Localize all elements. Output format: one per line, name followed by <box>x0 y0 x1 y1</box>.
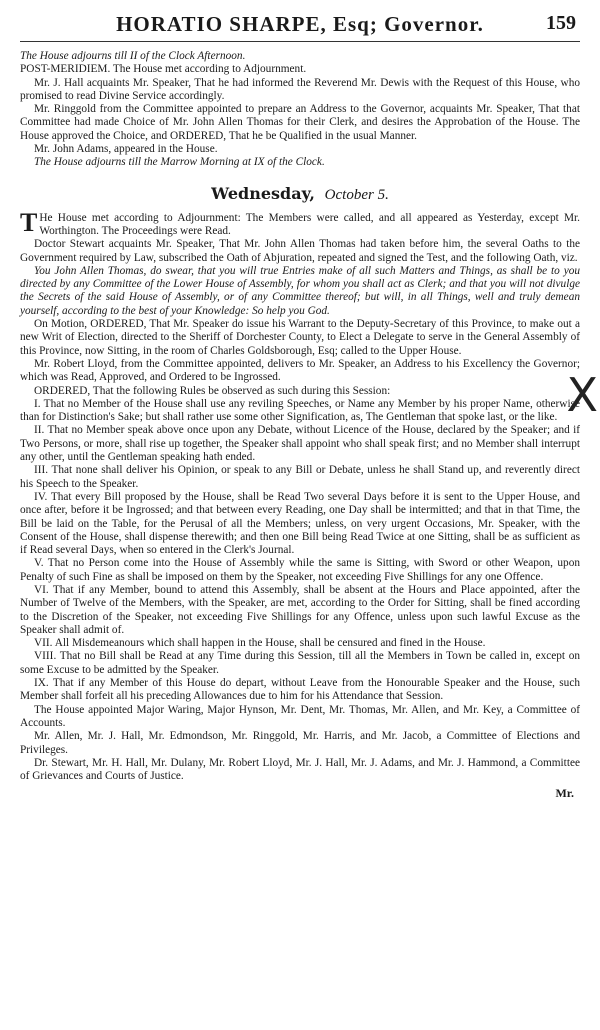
day-date: October 5. <box>324 186 389 203</box>
post-meridiem-line: POST-MERIDIEM. The House met according to Adjournment. <box>20 63 307 76</box>
day-heading <box>20 184 580 204</box>
running-head: HORATIO SHARPE, Esq; Governor. <box>116 12 484 36</box>
rule-item: IX. That if any Member of this House do depart, without Leave from the Honourable Speaker and the House, such Member shall forfeit all his preceding Allowances due to him for his Attendance that Session. <box>20 677 580 703</box>
committee-paragraph: Mr. Allen, Mr. J. Hall, Mr. Edmondson, Mr. Ringgold, Mr. Harris, and Mr. Jacob, a Committee of Elections and Privileges. <box>20 730 580 756</box>
opening-paragraph: THe House met according to Adjournment: The Members were called, and all appeared as Yesterday, except Mr. Worthington. The Proceedings were Read. <box>20 207 580 237</box>
paragraph: Mr. Robert Lloyd, from the Committee appointed, delivers to Mr. Speaker, an Address to his Excellency the Governor; which was Read, Approved, and Ordered to be Ingrossed. <box>20 357 580 384</box>
adjournment-note: The House adjourns till the Marrow Morning at IX of the Clock. <box>34 156 325 169</box>
page-number: 159 <box>546 12 576 34</box>
rule-item: IV. That every Bill proposed by the House, shall be Read Two several Days before it is sent to the Upper House, and once after, before it be Ingrossed; and that between every Reading, one Day shall be intermitted; and that in that Time, the Bill be laid on the Table, for the Perusal of all the Members; unless, on very urgent Occasions, Mr. Speaker, with the Consent of the House, shall dispense therewith; and then one Bill being Read Twice at one Sitting, shall be as sufficient as if Read several Days, when so entered in the Clerk's Journal. <box>20 490 580 557</box>
committee-paragraph: Dr. Stewart, Mr. H. Hall, Mr. Dulany, Mr. Robert Lloyd, Mr. J. Hall, Mr. J. Adams, and Mr. J. Hammond, a Committee of Grievances and Courts of Justice. <box>20 756 580 783</box>
paragraph: ORDERED, That the following Rules be observed as such during this Session: <box>34 384 391 397</box>
day-name: Wednesday, <box>211 183 315 203</box>
rule-item: I. That no Member of the House shall use any reviling Speeches, or Name any Member by his proper Name, otherwise than for Distinction's Sake; but shall rather use some other Signification, as, The Gentleman that spoke last, or the like. <box>20 397 580 424</box>
rule-item: VII. All Misdemeanours which shall happen in the House, shall be censured and fined in the House. <box>34 637 486 650</box>
rule-item: III. That none shall deliver his Opinion, or speak to any Bill or Debate, unless he shall Stand up, and reverently direct his Speech to the Speaker. <box>20 464 580 490</box>
paragraph: Mr. Ringgold from the Committee appointed to prepare an Address to the Governor, acquaints Mr. Speaker, That that Committee had made Choice of Mr. John Allen Thomas for their Clerk, and desires the Approbation of the House. The House approved the Choice, and ORDERED, That he be Qualified in the usual Manner. <box>20 103 580 142</box>
wednesday-proceedings <box>20 207 580 784</box>
paragraph: Mr. John Adams, appeared in the House. <box>34 143 218 156</box>
paragraph: Mr. J. Hall acquaints Mr. Speaker, That he had informed the Reverend Mr. Dewis with the Request of this House, who promised to read Divine Service accordingly. <box>20 76 580 102</box>
margin-mark: X <box>566 368 598 422</box>
paragraph: Doctor Stewart acquaints Mr. Speaker, That Mr. John Allen Thomas had taken before him, the several Oaths to the Government required by Law, subscribed the Oath of Abjuration, repeated and signed the Test, and the following Oath, viz. <box>20 238 580 264</box>
page-header <box>20 10 580 40</box>
oath-text: You John Allen Thomas, do swear, that you will true Entries make of all such Matters and Things, as shall be to you directed by any Committee of the Lower House of Assembly, for whom you shall act as Clerk; and that you will not divulge the Secrets of the said House of Assembly, or of any Committee thereof; but will, in all Things, well and truly demean yourself, according to the best of your Knowledge: So help you God. <box>20 264 580 317</box>
rule-item: VI. That if any Member, bound to attend this Assembly, shall be absent at the Hours and Place appointed, after the Number of Twelve of the Members, with the Speaker, are met, according to the Order for Sitting, shall be fined according to the Discretion of the Speaker, not exceeding Five Shillings for any Offence, unless upon such lawful Excuse as the Speaker shall admit of. <box>20 583 580 636</box>
committee-paragraph: The House appointed Major Waring, Major Hynson, Mr. Dent, Mr. Thomas, Mr. Allen, and Mr. Key, a Committee of Accounts. <box>20 703 580 729</box>
catchword: Mr. <box>555 786 574 801</box>
rule-item: V. That no Person come into the House of Assembly while the same is Sitting, with Sword or other Weapon, upon Penalty of such Fine as shall be imposed on them by the Speaker, not exceeding Five Shillings for any one Offence. <box>20 557 580 583</box>
adjournment-note: The House adjourns till II of the Clock Afternoon. <box>20 50 246 62</box>
rule-item: II. That no Member speak above once upon any Debate, without Licence of the House, declared by the Speaker; and if Two Persons, or more, shall rise up together, the Speaker shall appoint who shall speak first; and no Member shall interrupt any other, until the Gentleman speaking hath ended. <box>20 424 580 464</box>
paragraph: On Motion, ORDERED, That Mr. Speaker do issue his Warrant to the Deputy-Secretary of this Province, to make out a new Writ of Election, directed to the Sheriff of Dorchester County, to Elect a Delegate to serve in the General Assembly of this Province, now Sitting, in the room of Charles Goldsborough, Esq; called to the Upper House. <box>20 318 580 357</box>
header-rule <box>20 41 580 42</box>
rule-item: VIII. That no Bill shall be Read at any Time during this Session, till all the Members in Town be called in, except on some Excuse to be admitted by the Speaker. <box>20 650 580 676</box>
afternoon-session <box>20 50 580 170</box>
